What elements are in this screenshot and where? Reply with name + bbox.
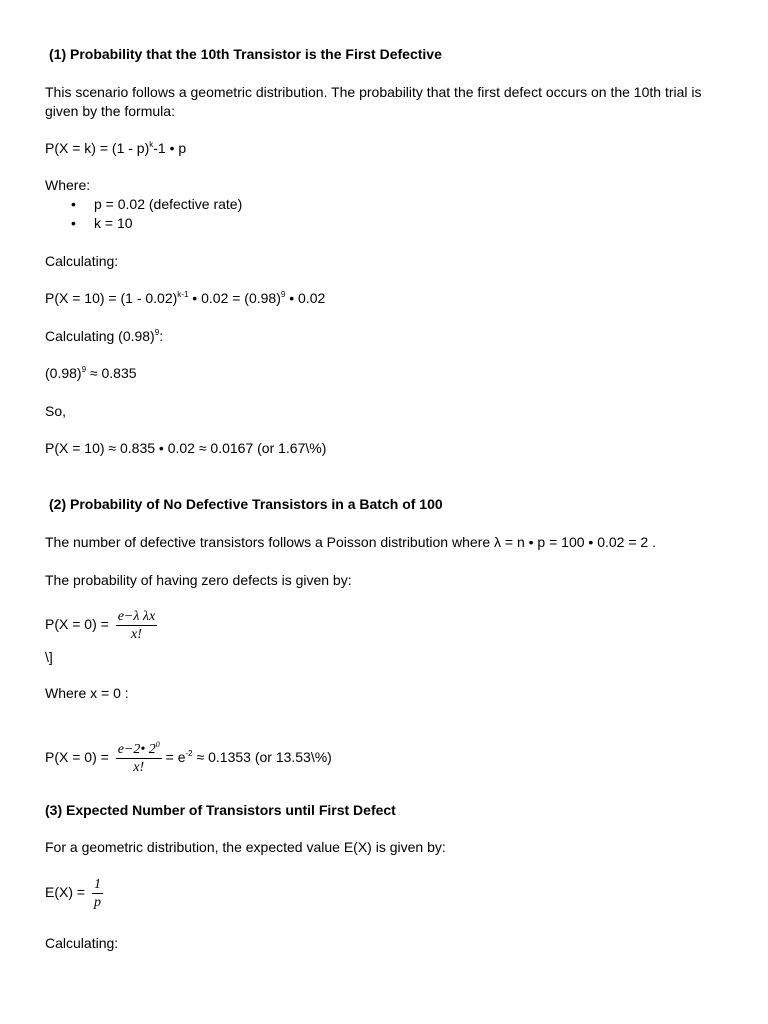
formula-lhs: P(X = 0) = (45, 616, 109, 633)
section-1-intro: This scenario follows a geometric distribution. The probability that the first defect occurs on the 10th trial is given by the formula: (45, 84, 702, 119)
expected-value-formula (45, 876, 103, 911)
section-2-heading: (2) Probability of No Defective Transistors in a Batch of 100 (49, 496, 443, 512)
formula-exponent: 9 (154, 328, 160, 337)
parameter-list (45, 195, 345, 233)
calculating-power-label (45, 327, 163, 346)
geometric-formula (45, 139, 186, 158)
section-3-heading: (3) Expected Number of Transistors until First Defect (45, 802, 396, 818)
stray-bracket: \] (45, 649, 53, 665)
list-item: • p = 0.02 (defective rate) (45, 195, 345, 214)
fraction-numerator: 1 (93, 877, 101, 892)
list-item: • k = 10 (45, 214, 345, 233)
fraction (116, 608, 158, 643)
fraction-denominator: p (93, 895, 101, 910)
so-label: So, (45, 403, 67, 419)
formula-part: • 0.02 (285, 290, 326, 306)
formula-exponent: -2 (185, 749, 193, 759)
probability-text: The probability of having zero defects is given by: (45, 572, 352, 588)
approximation-line (45, 364, 137, 383)
formula-exponent: k-1 (177, 290, 189, 299)
formula-exponent: 9 (280, 290, 286, 299)
formula-part: = e (165, 749, 186, 766)
formula-lhs: E(X) = (45, 884, 86, 901)
formula-part: : (159, 328, 164, 344)
formula-part: e−2• 2 (117, 742, 156, 757)
formula-part: P(X = 10) = (1 - 0.02) (45, 290, 178, 306)
formula-exponent: k (149, 140, 154, 149)
section-3-intro: For a geometric distribution, the expected value E(X) is given by: (45, 839, 446, 855)
poisson-formula (45, 608, 157, 643)
section-1-result: P(X = 10) ≈ 0.835 • 0.02 ≈ 0.0167 (or 1.67\%) (45, 440, 327, 456)
fraction-denominator: x! (131, 627, 142, 642)
fraction-numerator (116, 741, 162, 759)
formula-part: P(X = k) = (1 - p) (45, 140, 150, 156)
formula-lhs: P(X = 0) = (45, 749, 109, 766)
formula-part: (0.98) (45, 365, 82, 381)
section-1-heading: (1) Probability that the 10th Transistor is the First Defective (49, 46, 442, 62)
formula-exponent: 0 (155, 740, 160, 749)
where-label: Where x = 0 : (45, 685, 129, 701)
calculating-label: Calculating: (45, 253, 119, 269)
formula-part: • 0.02 = (0.98) (188, 290, 281, 306)
fraction-denominator: x! (133, 760, 145, 775)
formula-part: ≈ 0.1353 (or 13.53\%) (192, 749, 332, 766)
calculating-label: Calculating: (45, 935, 119, 951)
calculation-line (45, 289, 325, 308)
fraction-numerator: e−λ λx (117, 609, 156, 624)
formula-part: ≈ 0.835 (86, 365, 137, 381)
fraction (116, 741, 162, 776)
formula-part: -1 • p (153, 140, 187, 156)
where-label: Where: (45, 177, 91, 193)
formula-exponent: 9 (81, 365, 87, 374)
fraction (92, 876, 103, 911)
section-2-intro: The number of defective transistors follows a Poisson distribution where λ = n • p = 100 • 0.02 = 2 . (45, 534, 656, 550)
formula-part: Calculating (0.98) (45, 328, 155, 344)
poisson-substitution (45, 741, 332, 776)
